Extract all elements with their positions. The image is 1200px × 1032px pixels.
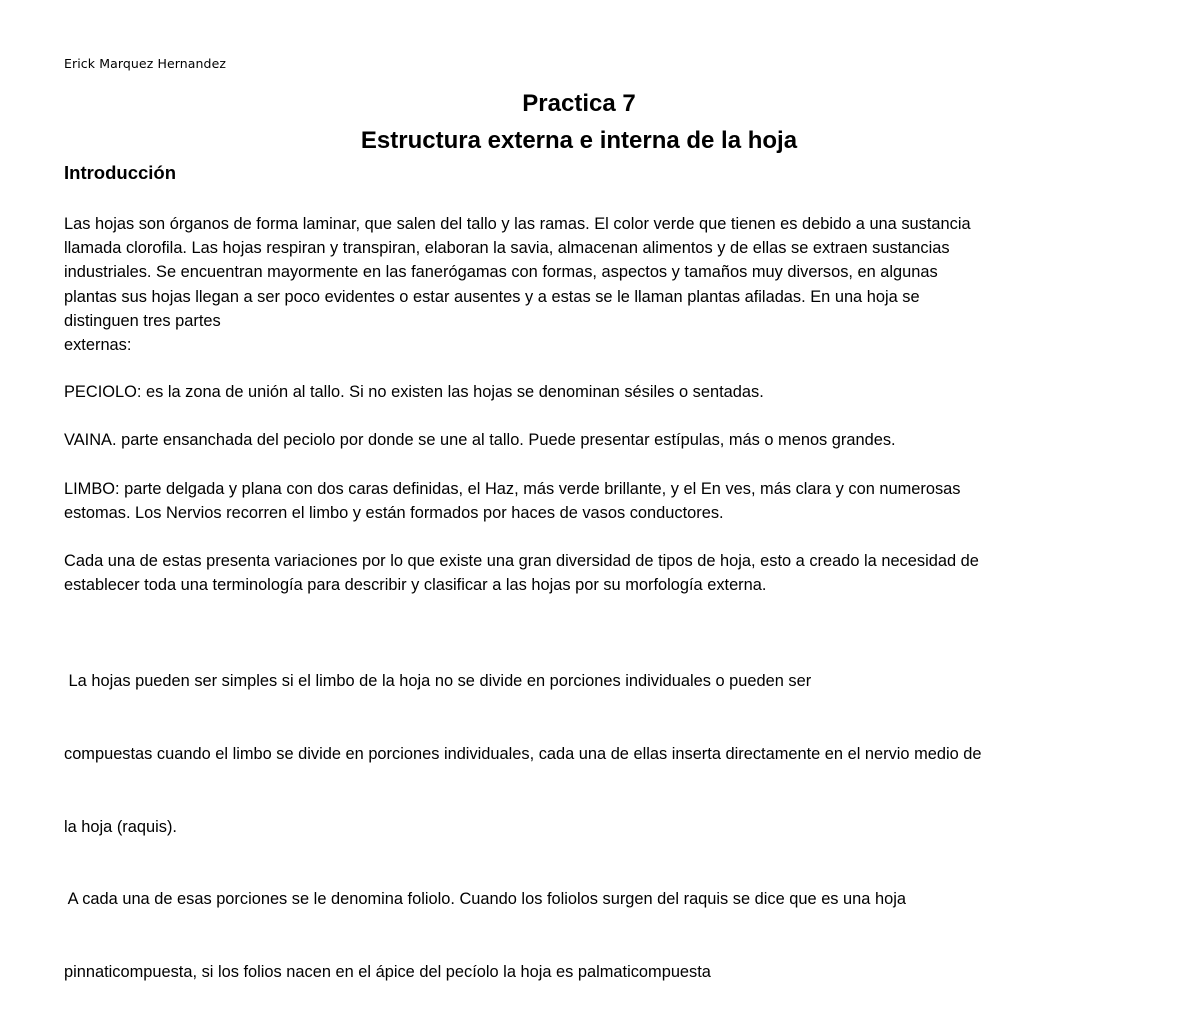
document-title: Practica 7 xyxy=(522,90,636,117)
text-line: llamada clorofila. Las hojas respiran y transpiran, elaboran la savia, almacenan alimentos y de ellas se extraen sustancias xyxy=(64,239,950,258)
text-line: Las hojas son órganos de forma laminar, que salen del tallo y las ramas. El color verde que tienen es debido a una sustancia xyxy=(64,215,971,233)
text-line: A cada una de esas porciones se le denomina foliolo. Cuando los foliolos surgen del raquis se dice que es una hoja xyxy=(64,890,906,909)
paragraph-peciolo xyxy=(64,380,1174,404)
text-line: LIMBO: parte delgada y plana con dos caras definidas, el Haz, más verde brillante, y el En ves, más clara y con numerosas xyxy=(64,480,961,498)
paragraph-variaciones xyxy=(64,549,1174,597)
text-line: pinnaticompuesta, si los folios nacen en el ápice del pecíolo la hoja es palmaticompuesta xyxy=(64,962,711,981)
paragraph-intro xyxy=(64,212,1174,357)
paragraph-limbo xyxy=(64,477,1174,525)
text-line: estomas. Los Nervios recorren el limbo y están formados por haces de vasos conductores. xyxy=(64,504,724,523)
author-name: Erick Marquez Hernandez xyxy=(64,56,227,71)
text-line: PECIOLO: es la zona de unión al tallo. Si no existen las hojas se denominan sésiles o sentadas. xyxy=(64,383,764,401)
text-line: la hoja (raquis). xyxy=(64,817,177,836)
text-line: externas: xyxy=(64,335,132,354)
paragraph-vaina xyxy=(64,428,1174,452)
text-line: establecer toda una terminología para describir y clasificar a las hojas por su morfología externa. xyxy=(64,576,767,595)
text-line: compuestas cuando el limbo se divide en porciones individuales, cada una de ellas inserta directamente en el nervio medio de xyxy=(64,745,982,763)
text-line: industriales. Se encuentran mayormente en las fanerógamas con formas, aspectos y tamaños muy diversos, en algunas xyxy=(64,263,938,282)
section-heading-introduccion: Introducción xyxy=(64,162,177,183)
text-line: plantas sus hojas llegan a ser poco evidentes o estar ausentes y a estas se le llaman plantas afiladas. En una hoja se xyxy=(64,287,920,306)
text-line: distinguen tres partes xyxy=(64,311,221,330)
document-subtitle: Estructura externa e interna de la hoja xyxy=(360,127,798,154)
paragraph-compuestas xyxy=(64,621,1174,1032)
text-line: La hojas pueden ser simples si el limbo de la hoja no se divide en porciones individuales o pueden ser xyxy=(64,672,812,691)
text-line: Cada una de estas presenta variaciones por lo que existe una gran diversidad de tipos de hoja, esto a creado la necesidad de xyxy=(64,552,979,570)
text-line: VAINA. parte ensanchada del peciolo por donde se une al tallo. Puede presentar estípulas, más o menos grandes. xyxy=(64,431,896,449)
